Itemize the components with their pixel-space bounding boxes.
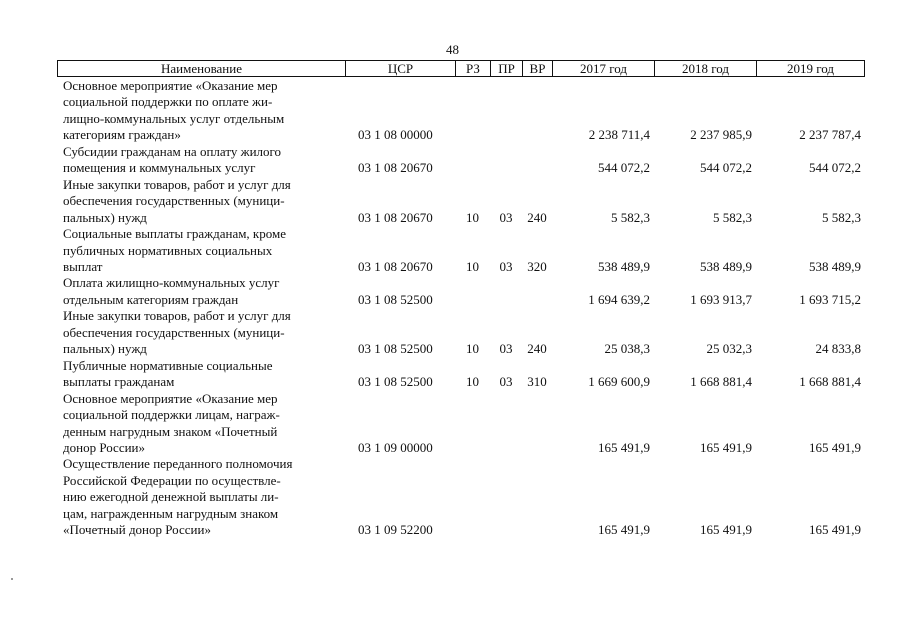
row-csr: 03 1 09 00000	[358, 439, 433, 455]
row-csr: 03 1 08 20670	[358, 258, 433, 274]
row-value-2018: 25 032,3	[706, 341, 752, 357]
row-value-2017: 165 491,9	[598, 439, 650, 455]
row-name	[57, 226, 345, 275]
row-name-line: социальной поддержки по оплате жи-	[63, 94, 273, 110]
row-name-line: донор России»	[63, 439, 146, 455]
row-name	[57, 391, 345, 457]
row-rz: 10	[466, 209, 479, 225]
header-2017: 2017 год	[553, 61, 655, 76]
page-number: 48	[446, 42, 459, 57]
row-name-line: Российской Федерации по осуществле-	[63, 472, 281, 488]
row-value-2017: 2 238 711,4	[588, 127, 650, 143]
row-name-line: Основное мероприятие «Оказание мер	[63, 390, 278, 406]
row-vr: 320	[527, 258, 547, 274]
row-value-2017: 25 038,3	[604, 341, 650, 357]
row-csr: 03 1 08 52500	[358, 291, 433, 307]
row-name-line: цам, награжденным нагрудным знаком	[63, 505, 279, 521]
row-rz: 10	[466, 374, 479, 390]
row-csr: 03 1 08 00000	[358, 127, 433, 143]
row-value-2019: 1 668 881,4	[799, 374, 861, 390]
row-name-line: выплаты гражданам	[63, 374, 175, 390]
row-value-2018: 5 582,3	[713, 209, 752, 225]
row-vr: 240	[527, 209, 547, 225]
row-name-line: обеспечения государственных (муници-	[63, 324, 285, 340]
row-name	[57, 78, 345, 144]
row-value-2019: 544 072,2	[809, 160, 861, 176]
row-name-line: лищно-коммунальных услуг отдельным	[63, 110, 285, 126]
row-name-line: отдельным категориям граждан	[63, 291, 239, 307]
row-pr: 03	[499, 374, 513, 390]
row-name-line: денным нагрудным знаком «Почетный	[63, 423, 278, 439]
row-pr: 03	[499, 341, 513, 357]
row-value-2018: 2 237 985,9	[690, 127, 752, 143]
row-name-line: Оплата жилищно-коммунальных услуг	[63, 275, 280, 291]
table-row	[57, 226, 866, 275]
row-name-line: публичных нормативных социальных	[63, 242, 273, 258]
row-pr: 03	[499, 258, 513, 274]
row-vr: 240	[527, 341, 547, 357]
row-name-line: Иные закупки товаров, работ и услуг для	[63, 308, 291, 324]
table-row	[57, 78, 866, 144]
row-name-line: пальных) нужд	[63, 341, 147, 357]
row-name	[57, 177, 345, 226]
header-vr: ВР	[523, 61, 553, 76]
row-name-line: категориям граждан»	[63, 127, 181, 143]
row-csr: 03 1 09 52200	[358, 522, 433, 538]
row-value-2018: 1 668 881,4	[690, 374, 752, 390]
row-value-2018: 165 491,9	[700, 522, 752, 538]
row-name	[57, 144, 345, 177]
table-body	[57, 78, 866, 539]
row-value-2019: 5 582,3	[822, 209, 861, 225]
row-value-2017: 5 582,3	[611, 209, 650, 225]
row-name-line: выплат	[63, 258, 103, 274]
header-name: Наименование	[58, 61, 346, 76]
row-name-line: Публичные нормативные социальные	[63, 357, 273, 373]
table-row	[57, 358, 866, 391]
row-name-line: помещения и коммунальных услуг	[63, 160, 256, 176]
row-value-2019: 2 237 787,4	[799, 127, 861, 143]
row-name-line: Основное мероприятие «Оказание мер	[63, 78, 278, 93]
row-value-2019: 165 491,9	[809, 439, 861, 455]
row-name-line: Субсидии гражданам на оплату жилого	[63, 143, 282, 159]
header-2018: 2018 год	[655, 61, 757, 76]
table-row	[57, 177, 866, 226]
row-vr: 310	[527, 374, 547, 390]
row-value-2018: 544 072,2	[700, 160, 752, 176]
row-value-2017: 544 072,2	[598, 160, 650, 176]
table-row	[57, 456, 866, 538]
scan-speck	[11, 578, 13, 580]
row-value-2017: 165 491,9	[598, 522, 650, 538]
row-csr: 03 1 08 52500	[358, 374, 433, 390]
row-rz: 10	[466, 341, 479, 357]
row-value-2017: 1 694 639,2	[588, 291, 650, 307]
row-name-line: нию ежегодной денежной выплаты ли-	[63, 489, 279, 505]
row-csr: 03 1 08 20670	[358, 209, 433, 225]
header-csr: ЦСР	[346, 61, 456, 76]
row-pr: 03	[499, 209, 513, 225]
header-pr: ПР	[491, 61, 523, 76]
row-value-2019: 24 833,8	[815, 341, 861, 357]
row-value-2017: 538 489,9	[598, 258, 650, 274]
header-rz: РЗ	[456, 61, 491, 76]
row-name-line: обеспечения государственных (муници-	[63, 193, 285, 209]
row-name	[57, 358, 345, 391]
row-value-2019: 538 489,9	[809, 258, 861, 274]
table-header	[57, 60, 865, 77]
row-value-2017: 1 669 600,9	[588, 374, 650, 390]
row-rz: 10	[466, 258, 479, 274]
row-value-2018: 538 489,9	[700, 258, 752, 274]
row-csr: 03 1 08 52500	[358, 341, 433, 357]
table-row	[57, 308, 866, 357]
row-value-2019: 1 693 715,2	[799, 291, 861, 307]
table-row	[57, 391, 866, 457]
row-name-line: Иные закупки товаров, работ и услуг для	[63, 176, 291, 192]
row-name-line: социальной поддержки лицам, награж-	[63, 407, 280, 423]
header-2019: 2019 год	[787, 61, 834, 76]
row-name-line: Социальные выплаты гражданам, кроме	[63, 226, 286, 242]
row-value-2019: 165 491,9	[809, 522, 861, 538]
row-value-2018: 1 693 913,7	[690, 291, 752, 307]
table-row	[57, 144, 866, 177]
row-name-line: «Почетный донор России»	[63, 522, 211, 538]
row-name-line: пальных) нужд	[63, 209, 147, 225]
row-csr: 03 1 08 20670	[358, 160, 433, 176]
row-name	[57, 275, 345, 308]
row-name-line: Осуществление переданного полномочия	[63, 456, 293, 472]
table-row	[57, 275, 866, 308]
row-name	[57, 456, 345, 538]
row-value-2018: 165 491,9	[700, 439, 752, 455]
row-name	[57, 308, 345, 357]
